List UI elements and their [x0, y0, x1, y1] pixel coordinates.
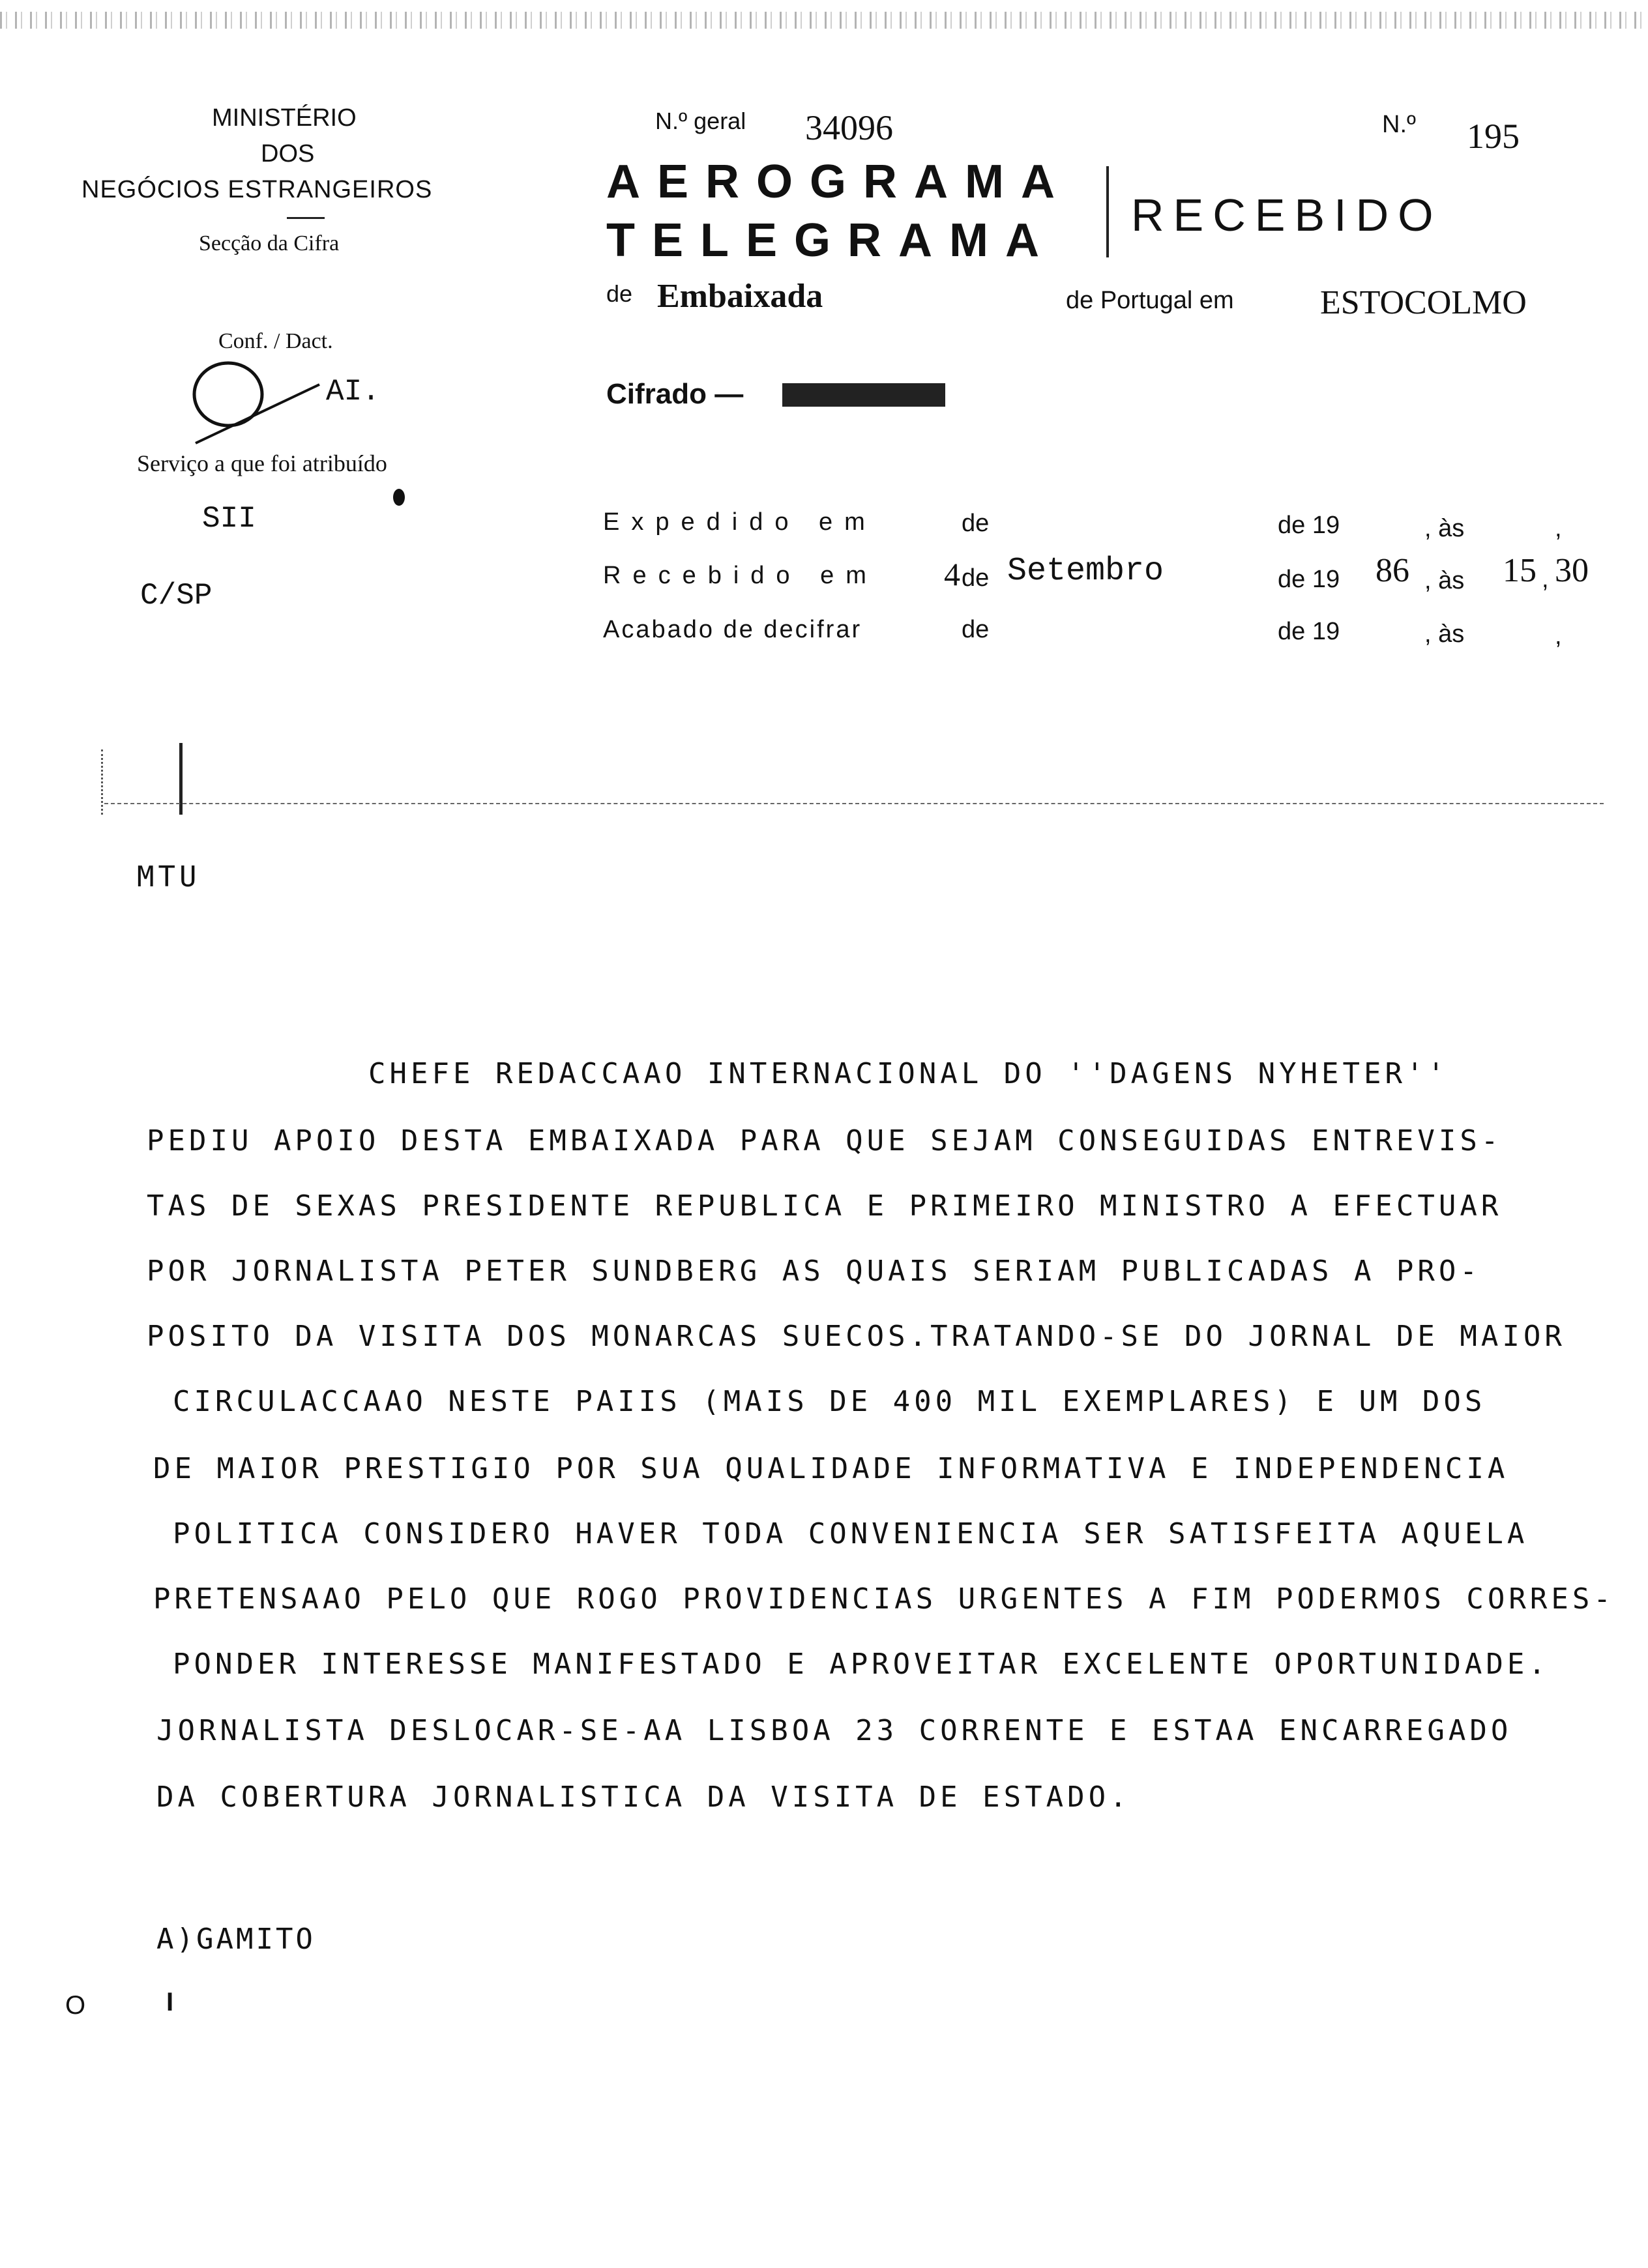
ink-blot: [393, 489, 405, 506]
service-sub: C/SP: [140, 579, 213, 613]
body-line: PEDIU APOIO DESTA EMBAIXADA PARA QUE SEJAM CONSEGUIDAS ENTREVIS-: [147, 1124, 1503, 1157]
footer-mark-i: I: [166, 1988, 174, 2016]
recebido-stamp: RECEBIDO: [1131, 190, 1443, 240]
city: ESTOCOLMO: [1320, 284, 1527, 321]
initials: AI.: [326, 375, 380, 409]
recebido-hour: 15: [1503, 552, 1537, 589]
body-line: CIRCULACCAAO NESTE PAIIS (MAIS DE 400 MIL EXEMPLARES) E UM DOS: [173, 1385, 1486, 1418]
expedido-de: de: [962, 510, 990, 537]
expedido-comma: ,: [1555, 515, 1562, 542]
body-line: DA COBERTURA JORNALISTICA DA VISITA DE ESTADO.: [156, 1781, 1131, 1814]
cifrado-label: Cifrado —: [606, 378, 744, 410]
body-line: TAS DE SEXAS PRESIDENTE REPUBLICA E PRIMEIRO MINISTRO A EFECTUAR: [147, 1189, 1503, 1223]
expedido-label: Expedido em: [603, 508, 877, 536]
recebido-comma: ,: [1542, 566, 1549, 593]
service-label: Serviço a que foi atribuído: [137, 450, 387, 476]
section-label: Secção da Cifra: [199, 231, 340, 255]
body-line: POSITO DA VISITA DOS MONARCAS SUECOS.TRATANDO-SE DO JORNAL DE MAIOR: [147, 1320, 1566, 1353]
expedido-as: , às: [1424, 515, 1465, 542]
n-label: N.º: [1382, 111, 1416, 138]
cut-mark-dotted: [101, 749, 103, 815]
title-divider: [1106, 166, 1109, 257]
ministry-underline: [287, 217, 325, 219]
geral-number: 34096: [805, 108, 893, 147]
recebido-as: , às: [1424, 567, 1465, 594]
recebido-label: Recebido em: [603, 562, 878, 589]
body-line: POR JORNALISTA PETER SUNDBERG AS QUAIS SERIAM PUBLICADAS A PRO-: [147, 1255, 1481, 1288]
aerograma-title: AEROGRAMA: [606, 156, 1072, 208]
redacted-block: [782, 383, 945, 407]
conf-dact-label: Conf. / Dact.: [218, 329, 333, 353]
recebido-de-19: de 19: [1278, 566, 1340, 593]
recebido-day: 4: [944, 556, 960, 592]
signature: A)GAMITO: [156, 1923, 316, 1956]
expedido-de-19: de 19: [1278, 512, 1340, 539]
embaixada: Embaixada: [657, 278, 823, 315]
acabado-de: de: [962, 616, 990, 643]
body-line: DE MAIOR PRESTIGIO POR SUA QUALIDADE INFORMATIVA E INDEPENDENCIA: [153, 1452, 1509, 1485]
ministry-line3: NEGÓCIOS ESTRANGEIROS: [81, 176, 433, 203]
ministry-line1: MINISTÉRIO: [212, 104, 357, 132]
body-line: POLITICA CONSIDERO HAVER TODA CONVENIENCIA SER SATISFEITA AQUELA: [173, 1517, 1529, 1550]
acabado-de-19: de 19: [1278, 618, 1340, 645]
de-portugal-em: de Portugal em: [1066, 287, 1234, 314]
recebido-year: 86: [1376, 552, 1409, 589]
n-number: 195: [1467, 117, 1520, 156]
service-code: SII: [202, 502, 256, 536]
acabado-label: Acabado de decifrar: [603, 616, 862, 643]
acabado-as: , às: [1424, 620, 1465, 648]
body-line: PONDER INTERESSE MANIFESTADO E APROVEITAR EXCELENTE OPORTUNIDADE.: [173, 1648, 1550, 1681]
acabado-comma: ,: [1555, 622, 1562, 650]
geral-label: N.º geral: [655, 108, 746, 134]
body-line: CHEFE REDACCAAO INTERNACIONAL DO ''DAGENS NYHETER'': [368, 1057, 1449, 1090]
ministry-line2: DOS: [261, 140, 315, 167]
telegrama-title: TELEGRAMA: [606, 214, 1056, 267]
handwritten-circle-mark: [189, 355, 326, 446]
recebido-de: de: [962, 564, 990, 592]
body-line: JORNALISTA DESLOCAR-SE-AA LISBOA 23 CORRENTE E ESTAA ENCARREGADO: [156, 1714, 1512, 1747]
recebido-month: Setembro: [1007, 553, 1164, 590]
reference-code: MTU: [137, 860, 201, 894]
footer-mark-o: O: [65, 1991, 86, 2020]
de-label: de: [606, 280, 633, 307]
scan-noise-strip: [0, 12, 1648, 29]
separator-line: [104, 803, 1604, 804]
recebido-min: 30: [1555, 552, 1589, 589]
body-line: PRETENSAAO PELO QUE ROGO PROVIDENCIAS URGENTES A FIM PODERMOS CORRES-: [153, 1582, 1615, 1616]
